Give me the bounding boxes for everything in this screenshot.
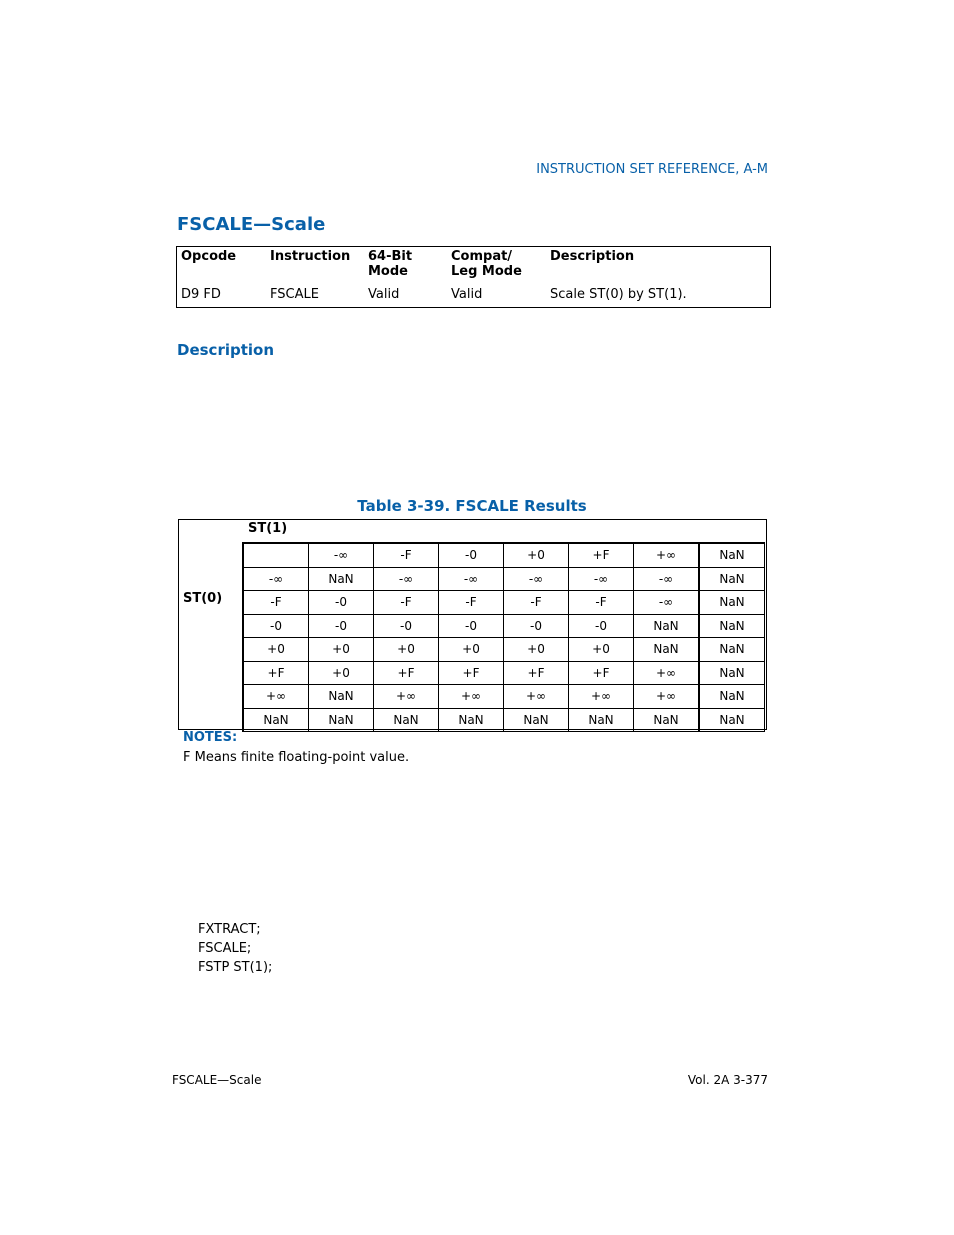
table-cell: NaN xyxy=(699,661,765,685)
table-row xyxy=(243,614,765,638)
table-row xyxy=(243,543,765,567)
table-cell: +∞ xyxy=(243,685,309,709)
table-cell: -∞ xyxy=(634,591,700,615)
table-cell: +F xyxy=(439,661,504,685)
table-cell: +∞ xyxy=(374,685,439,709)
table-cell: -0 xyxy=(243,614,309,638)
table-cell: +F xyxy=(569,661,634,685)
header-description: Description xyxy=(550,249,635,264)
table-cell: NaN xyxy=(309,567,374,591)
footer-right: Vol. 2A 3-377 xyxy=(687,1073,768,1087)
table-row xyxy=(243,661,765,685)
notes-heading: NOTES: xyxy=(183,730,238,745)
table-cell: NaN xyxy=(634,638,700,662)
table-cell: +F xyxy=(243,661,309,685)
table-cell: +∞ xyxy=(504,685,569,709)
table-row xyxy=(243,591,765,615)
table-cell: -∞ xyxy=(309,543,374,567)
table-cell: +∞ xyxy=(634,543,700,567)
table-cell: +0 xyxy=(504,638,569,662)
table-cell: +F xyxy=(374,661,439,685)
note-item: F Means finite floating-point value. xyxy=(183,750,410,765)
table-cell: NaN xyxy=(699,591,765,615)
table-cell: -0 xyxy=(374,614,439,638)
header-64bit-mode: 64-Bit Mode xyxy=(368,249,413,279)
table-cell: NaN xyxy=(309,708,374,732)
table-row xyxy=(243,638,765,662)
table-row xyxy=(243,685,765,709)
table-cell: -0 xyxy=(569,614,634,638)
table-cell: -F xyxy=(504,591,569,615)
table-cell: +F xyxy=(504,661,569,685)
table-cell: -0 xyxy=(309,614,374,638)
table-cell: -F xyxy=(243,591,309,615)
table-cell: -∞ xyxy=(634,567,700,591)
running-header: INSTRUCTION SET REFERENCE, A-M xyxy=(536,162,768,177)
results-grid xyxy=(242,542,765,732)
table-cell: +∞ xyxy=(634,685,700,709)
table-cell: +0 xyxy=(309,638,374,662)
table-cell: NaN xyxy=(374,708,439,732)
cell-compat-leg-mode: Valid xyxy=(451,287,483,302)
cell-description: Scale ST(0) by ST(1). xyxy=(550,287,687,302)
table-cell: -0 xyxy=(439,614,504,638)
table-cell: NaN xyxy=(699,543,765,567)
table-cell: NaN xyxy=(699,708,765,732)
table-cell: NaN xyxy=(699,685,765,709)
table-cell: NaN xyxy=(309,685,374,709)
page-title: FSCALE—Scale xyxy=(177,214,326,235)
table-cell xyxy=(243,543,309,567)
table-cell: +0 xyxy=(243,638,309,662)
table-row xyxy=(243,708,765,732)
table-cell: -0 xyxy=(439,543,504,567)
table-cell: -∞ xyxy=(504,567,569,591)
table-cell: -∞ xyxy=(374,567,439,591)
table-row xyxy=(243,567,765,591)
table-cell: +0 xyxy=(439,638,504,662)
table-cell: +F xyxy=(569,543,634,567)
table-cell: NaN xyxy=(504,708,569,732)
st0-row-label: ST(0) xyxy=(183,591,223,606)
opcode-table xyxy=(176,246,771,308)
table-cell: -0 xyxy=(309,591,374,615)
table-cell: -∞ xyxy=(439,567,504,591)
st1-column-label: ST(1) xyxy=(248,521,288,536)
code-line: FSTP ST(1); xyxy=(198,960,273,975)
header-instruction: Instruction xyxy=(270,249,351,264)
table-cell: -F xyxy=(374,543,439,567)
fscale-results-table xyxy=(178,519,767,730)
table-cell: NaN xyxy=(699,638,765,662)
table-cell: +∞ xyxy=(439,685,504,709)
table-cell: +∞ xyxy=(569,685,634,709)
table-cell: NaN xyxy=(439,708,504,732)
code-line: FSCALE; xyxy=(198,941,252,956)
table-cell: NaN xyxy=(243,708,309,732)
code-line: FXTRACT; xyxy=(198,922,261,937)
header-opcode: Opcode xyxy=(181,249,237,264)
cell-instruction: FSCALE xyxy=(270,287,319,302)
table-caption: Table 3-39. FSCALE Results xyxy=(357,497,587,515)
table-cell: -F xyxy=(439,591,504,615)
description-heading: Description xyxy=(177,341,275,359)
table-cell: -F xyxy=(374,591,439,615)
table-cell: NaN xyxy=(569,708,634,732)
cell-opcode: D9 FD xyxy=(181,287,221,302)
table-cell: -0 xyxy=(504,614,569,638)
cell-64bit-mode: Valid xyxy=(368,287,400,302)
table-cell: +0 xyxy=(374,638,439,662)
table-cell: NaN xyxy=(699,567,765,591)
table-cell: +0 xyxy=(504,543,569,567)
table-cell: NaN xyxy=(634,708,700,732)
table-cell: +∞ xyxy=(634,661,700,685)
table-cell: -∞ xyxy=(569,567,634,591)
table-cell: +0 xyxy=(309,661,374,685)
table-cell: NaN xyxy=(699,614,765,638)
footer-left: FSCALE—Scale xyxy=(172,1073,262,1087)
table-cell: NaN xyxy=(634,614,700,638)
table-cell: -F xyxy=(569,591,634,615)
table-cell: +0 xyxy=(569,638,634,662)
table-cell: -∞ xyxy=(243,567,309,591)
header-compat-leg-mode: Compat/ Leg Mode xyxy=(451,249,522,279)
